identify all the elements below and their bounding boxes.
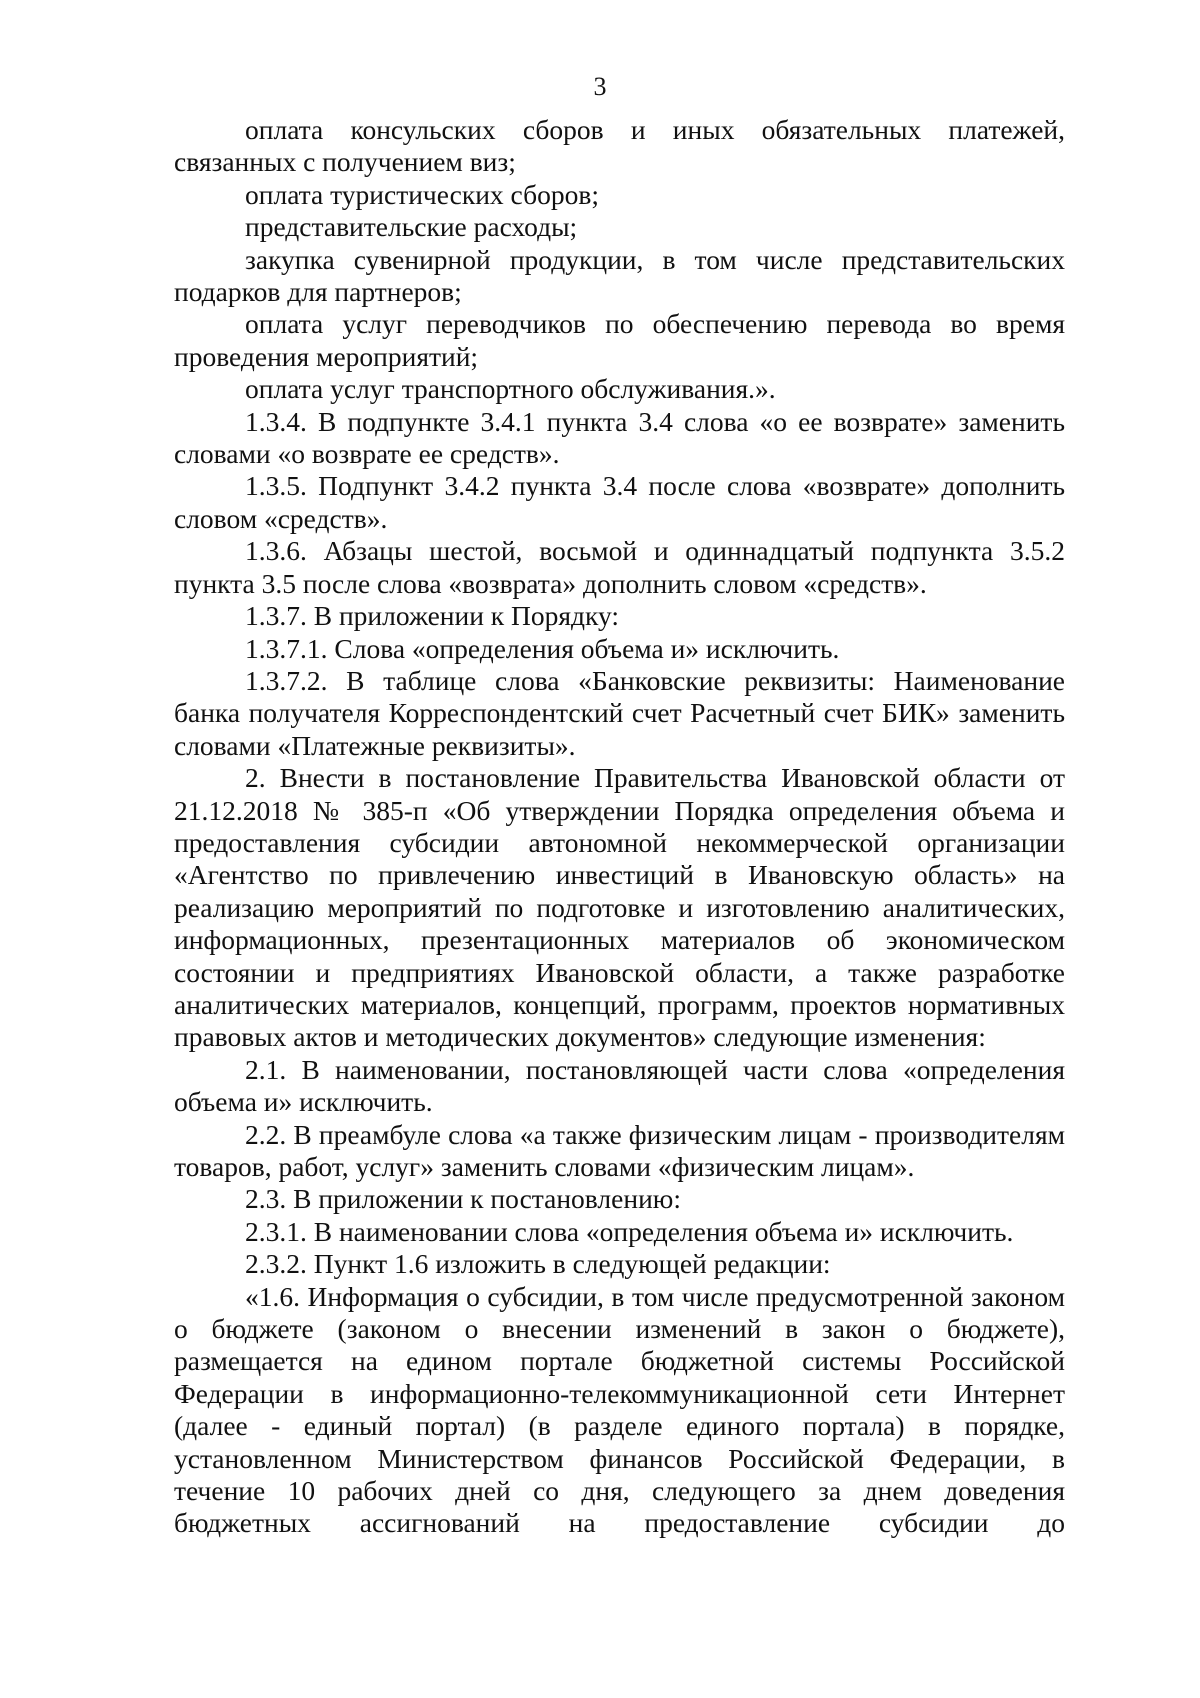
paragraph-2-3-2: 2.3.2. Пункт 1.6 изложить в следующей редакции:: [245, 1248, 831, 1280]
page-number: 3: [593, 72, 607, 101]
paragraph-translator-services: оплата услуг переводчиков по обеспечению перевода во время проведения мероприятий;: [174, 308, 1065, 372]
paragraph-1-3-5: 1.3.5. Подпункт 3.4.2 пункта 3.4 после слова «возврате» дополнить словом «средств».: [174, 470, 1065, 534]
paragraph-1-3-6: 1.3.6. Абзацы шестой, восьмой и одиннадцатый подпункта 3.5.2 пункта 3.5 после слова «возврата» дополнить словом «средств».: [174, 535, 1065, 599]
paragraph-1-3-7: 1.3.7. В приложении к Порядку:: [245, 600, 620, 632]
paragraph-2-3-1: 2.3.1. В наименовании слова «определения объема и» исключить.: [245, 1215, 1014, 1247]
paragraph-1-3-7-1: 1.3.7.1. Слова «определения объема и» исключить.: [245, 632, 840, 664]
paragraph-representation-expenses: представительские расходы;: [245, 211, 578, 243]
paragraph-consular-fees: оплата консульских сборов и иных обязательных платежей, связанных с получением виз;: [174, 114, 1065, 178]
paragraph-2-1: 2.1. В наименовании, постановляющей части слова «определения объема и» исключить.: [174, 1053, 1065, 1118]
paragraph-1-3-7-2: 1.3.7.2. В таблице слова «Банковские реквизиты: Наименование банка получателя Корреспондентский счет Расчетный счет БИК» заменить словами «Платежные реквизиты».: [174, 664, 1065, 761]
document-body: [174, 114, 1065, 1540]
paragraph-1-6-quote: «1.6. Информация о субсидии, в том числе предусмотренной законом о бюджете (законом о внесении изменений в закон о бюджете), размещается на едином портале бюджетной системы Российской Федерации в информационно-телекоммуникационной сети Интернет (далее - единый портал) (в разделе единого портала) в порядке, установленном Министерством финансов Российской Федерации, в течение 10 рабочих дней со дня, следующего за днем доведения бюджетных ассигнований на предоставление субсидии до: [174, 1280, 1065, 1539]
paragraph-tourist-fees: оплата туристических сборов;: [245, 178, 599, 210]
paragraph-transport-services: оплата услуг транспортного обслуживания.».: [245, 373, 776, 405]
paragraph-souvenir-purchase: закупка сувенирной продукции, в том числе представительских подарков для партнеров;: [174, 243, 1065, 308]
paragraph-2-3: 2.3. В приложении к постановлению:: [245, 1183, 681, 1215]
paragraph-1-3-4: 1.3.4. В подпункте 3.4.1 пункта 3.4 слова «о ее возврате» заменить словами «о возврате ее средств».: [174, 405, 1065, 470]
paragraph-2-2: 2.2. В преамбуле слова «а также физическим лицам - производителям товаров, работ, услуг» заменить словами «физическим лицам».: [174, 1118, 1065, 1182]
paragraph-2: 2. Внести в постановление Правительства Ивановской области от 21.12.2018 № 385-п «Об утверждении Порядка определения объема и предоставления субсидии автономной некоммерческой организации «Агентство по привлечению инвестиций в Ивановскую область» на реализацию мероприятий по подготовке и изготовлению аналитических, информационных, презентационных материалов об экономическом состоянии и предприятиях Ивановской области, а также разработке аналитических материалов, концепций, программ, проектов нормативных правовых актов и методических документов» следующие изменения:: [174, 762, 1065, 1053]
